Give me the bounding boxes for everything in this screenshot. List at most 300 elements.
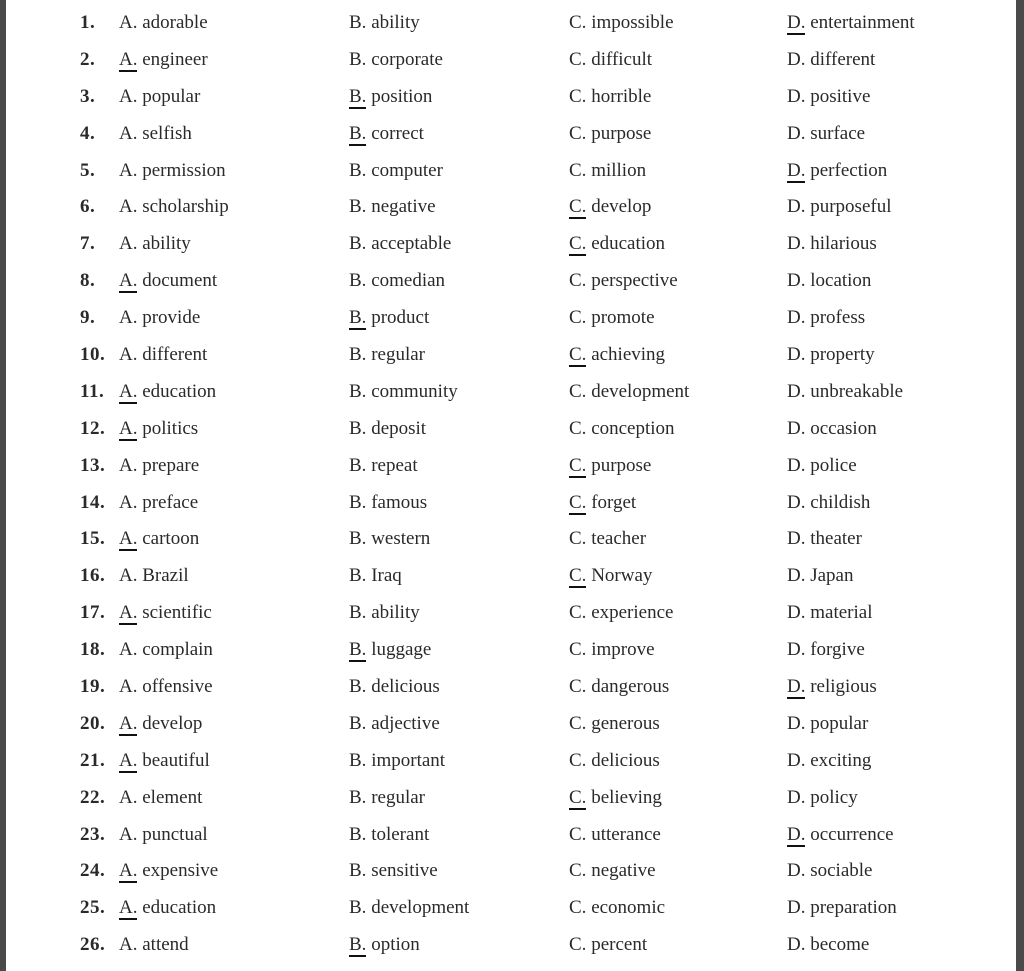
- option-letter: C.: [569, 122, 587, 144]
- option-word: Iraq: [371, 565, 402, 587]
- option-a: [119, 558, 189, 595]
- option-letter: D.: [787, 233, 806, 255]
- option-word: scholarship: [142, 196, 229, 218]
- selected-answer-letter: A.: [119, 860, 138, 882]
- option-letter: C.: [569, 159, 587, 181]
- question-number: 3.: [80, 85, 96, 107]
- option-letter: C.: [569, 85, 587, 107]
- option-letter: B.: [349, 159, 367, 181]
- option-word: occasion: [810, 417, 877, 439]
- option-word: education: [142, 897, 217, 919]
- question-number: 22.: [80, 786, 106, 808]
- selected-answer-letter: A.: [119, 528, 138, 550]
- option-word: tolerant: [371, 823, 430, 845]
- option-a: [119, 817, 208, 854]
- option-b: [349, 817, 429, 854]
- option-d: [787, 669, 877, 706]
- option-letter: C.: [569, 270, 587, 292]
- option-word: positive: [810, 85, 871, 107]
- selected-answer-letter: B.: [349, 122, 367, 144]
- option-b: [349, 853, 438, 890]
- option-d: [787, 153, 887, 190]
- question-row: [6, 263, 1016, 300]
- option-c: [569, 448, 651, 485]
- option-a: [119, 79, 200, 116]
- selected-answer-letter: D.: [787, 12, 806, 33]
- question-number: 23.: [80, 823, 106, 845]
- selected-answer-letter: C.: [569, 344, 587, 366]
- option-b: [349, 780, 425, 817]
- option-letter: D.: [787, 196, 806, 218]
- option-letter: D.: [787, 122, 806, 144]
- question-number: 18.: [80, 639, 106, 661]
- option-word: position: [371, 85, 433, 107]
- selected-answer-letter: A.: [119, 417, 138, 439]
- option-d: [787, 890, 897, 927]
- question-row: [6, 116, 1016, 153]
- option-word: delicious: [371, 676, 440, 698]
- option-letter: B.: [349, 749, 367, 771]
- option-word: hilarious: [810, 233, 877, 255]
- option-b: [349, 411, 426, 448]
- option-letter: A.: [119, 639, 138, 661]
- option-letter: B.: [349, 786, 367, 808]
- option-letter: B.: [349, 712, 367, 734]
- question-row: [6, 300, 1016, 337]
- option-word: economic: [591, 897, 666, 919]
- question-row: [6, 669, 1016, 706]
- question-number: 11.: [80, 380, 105, 402]
- option-word: regular: [371, 344, 425, 366]
- question-number: 20.: [80, 712, 106, 734]
- option-word: promote: [591, 307, 655, 329]
- question-number: 15.: [80, 528, 106, 550]
- option-letter: C.: [569, 48, 587, 70]
- option-letter: D.: [787, 491, 806, 513]
- question-number: 13.: [80, 454, 106, 476]
- option-letter: C.: [569, 639, 587, 661]
- option-word: impossible: [591, 12, 674, 33]
- option-b: [349, 189, 436, 226]
- question-row: [6, 42, 1016, 79]
- option-word: regular: [371, 786, 425, 808]
- option-word: adjective: [371, 712, 440, 734]
- option-b: [349, 927, 420, 964]
- option-b: [349, 890, 469, 927]
- option-c: [569, 226, 665, 263]
- option-letter: C.: [569, 12, 587, 33]
- worksheet-page: [6, 0, 1016, 971]
- option-word: education: [142, 380, 217, 402]
- option-letter: C.: [569, 823, 587, 845]
- option-word: correct: [371, 122, 424, 144]
- question-row: [6, 189, 1016, 226]
- option-word: entertainment: [810, 12, 915, 33]
- option-word: purpose: [591, 454, 652, 476]
- option-letter: D.: [787, 528, 806, 550]
- option-letter: B.: [349, 528, 367, 550]
- option-c: [569, 521, 646, 558]
- option-d: [787, 226, 877, 263]
- option-c: [569, 116, 651, 153]
- option-a: [119, 890, 216, 927]
- selected-answer-letter: C.: [569, 196, 587, 218]
- option-c: [569, 632, 655, 669]
- option-c: [569, 337, 665, 374]
- question-number: 9.: [80, 307, 96, 329]
- option-c: [569, 42, 652, 79]
- option-letter: A.: [119, 786, 138, 808]
- option-word: repeat: [371, 454, 418, 476]
- option-word: policy: [810, 786, 858, 808]
- option-d: [787, 595, 872, 632]
- option-word: dangerous: [591, 676, 670, 698]
- option-c: [569, 411, 675, 448]
- option-word: police: [810, 454, 857, 476]
- option-letter: A.: [119, 307, 138, 329]
- option-word: develop: [591, 196, 652, 218]
- option-word: unbreakable: [810, 380, 904, 402]
- question-number: 6.: [80, 196, 96, 218]
- option-d: [787, 448, 857, 485]
- option-word: purposeful: [810, 196, 892, 218]
- option-letter: B.: [349, 565, 367, 587]
- option-word: material: [810, 602, 873, 624]
- option-d: [787, 780, 858, 817]
- option-word: forget: [591, 491, 637, 513]
- option-word: perspective: [591, 270, 678, 292]
- option-word: Japan: [810, 565, 854, 587]
- option-d: [787, 632, 865, 669]
- option-letter: D.: [787, 602, 806, 624]
- question-number: 26.: [80, 934, 106, 956]
- question-number: 24.: [80, 860, 106, 882]
- option-word: perfection: [810, 159, 888, 181]
- option-d: [787, 558, 854, 595]
- option-letter: A.: [119, 823, 138, 845]
- option-letter: B.: [349, 270, 367, 292]
- option-a: [119, 42, 208, 79]
- option-word: preface: [142, 491, 199, 513]
- option-letter: D.: [787, 380, 806, 402]
- option-d: [787, 79, 870, 116]
- option-letter: A.: [119, 934, 138, 956]
- question-row: [6, 411, 1016, 448]
- option-word: utterance: [591, 823, 661, 845]
- selected-answer-letter: B.: [349, 307, 367, 329]
- option-a: [119, 411, 198, 448]
- option-d: [787, 521, 862, 558]
- option-word: popular: [142, 85, 201, 107]
- option-word: provide: [142, 307, 201, 329]
- question-row: [6, 79, 1016, 116]
- option-word: property: [810, 344, 875, 366]
- option-a: [119, 337, 207, 374]
- option-word: Norway: [591, 565, 653, 587]
- option-word: education: [591, 233, 666, 255]
- selected-answer-letter: D.: [787, 676, 806, 698]
- option-letter: A.: [119, 233, 138, 255]
- option-letter: C.: [569, 602, 587, 624]
- question-row: [6, 226, 1016, 263]
- option-word: ability: [142, 233, 191, 255]
- selected-answer-letter: D.: [787, 159, 806, 181]
- option-word: selfish: [142, 122, 192, 144]
- option-letter: B.: [349, 380, 367, 402]
- option-a: [119, 263, 217, 300]
- option-d: [787, 189, 892, 226]
- option-letter: B.: [349, 233, 367, 255]
- option-word: adorable: [142, 12, 208, 33]
- question-row: [6, 337, 1016, 374]
- option-word: believing: [591, 786, 662, 808]
- option-letter: C.: [569, 417, 587, 439]
- question-number: 17.: [80, 602, 106, 624]
- option-word: ability: [371, 12, 420, 33]
- option-word: Brazil: [142, 565, 189, 587]
- selected-answer-letter: C.: [569, 565, 587, 587]
- option-word: politics: [142, 417, 199, 439]
- option-word: occurrence: [810, 823, 894, 845]
- option-letter: C.: [569, 934, 587, 956]
- option-b: [349, 558, 402, 595]
- selected-answer-letter: D.: [787, 823, 806, 845]
- option-letter: A.: [119, 12, 138, 33]
- option-c: [569, 374, 689, 411]
- option-c: [569, 706, 660, 743]
- option-d: [787, 337, 875, 374]
- option-letter: D.: [787, 454, 806, 476]
- option-d: [787, 411, 877, 448]
- option-word: popular: [810, 712, 869, 734]
- option-letter: A.: [119, 565, 138, 587]
- question-row: [6, 706, 1016, 743]
- question-number: 25.: [80, 897, 106, 919]
- option-word: different: [810, 48, 876, 70]
- option-letter: D.: [787, 786, 806, 808]
- option-letter: C.: [569, 860, 587, 882]
- option-letter: D.: [787, 48, 806, 70]
- option-c: [569, 743, 660, 780]
- option-word: become: [810, 934, 870, 956]
- option-d: [787, 706, 868, 743]
- option-letter: C.: [569, 676, 587, 698]
- option-c: [569, 817, 661, 854]
- option-letter: A.: [119, 454, 138, 476]
- option-letter: D.: [787, 307, 806, 329]
- option-word: percent: [591, 934, 648, 956]
- question-row: [6, 780, 1016, 817]
- option-letter: B.: [349, 676, 367, 698]
- option-c: [569, 853, 656, 890]
- option-letter: B.: [349, 491, 367, 513]
- option-letter: D.: [787, 749, 806, 771]
- selected-answer-letter: C.: [569, 491, 587, 513]
- option-d: [787, 485, 870, 522]
- question-number: 14.: [80, 491, 106, 513]
- option-c: [569, 927, 647, 964]
- selected-answer-letter: C.: [569, 454, 587, 476]
- option-c: [569, 780, 662, 817]
- option-b: [349, 116, 424, 153]
- option-d: [787, 300, 865, 337]
- option-a: [119, 226, 191, 263]
- option-letter: A.: [119, 159, 138, 181]
- option-word: different: [142, 344, 208, 366]
- option-b: [349, 706, 440, 743]
- option-word: complain: [142, 639, 213, 661]
- option-word: cartoon: [142, 528, 200, 550]
- option-a: [119, 189, 229, 226]
- option-word: document: [142, 270, 218, 292]
- option-word: preparation: [810, 897, 897, 919]
- option-d: [787, 743, 871, 780]
- option-letter: B.: [349, 417, 367, 439]
- option-b: [349, 374, 458, 411]
- option-word: ability: [371, 602, 420, 624]
- option-word: location: [810, 270, 872, 292]
- selected-answer-letter: A.: [119, 48, 138, 70]
- option-letter: B.: [349, 196, 367, 218]
- option-a: [119, 153, 226, 190]
- option-a: [119, 595, 212, 632]
- option-word: scientific: [142, 602, 212, 624]
- selected-answer-letter: B.: [349, 85, 367, 107]
- option-letter: B.: [349, 860, 367, 882]
- option-letter: D.: [787, 860, 806, 882]
- question-number: 19.: [80, 676, 106, 698]
- option-letter: B.: [349, 602, 367, 624]
- option-a: [119, 853, 218, 890]
- option-word: exciting: [810, 749, 872, 771]
- question-number: 2.: [80, 48, 96, 70]
- question-row: [6, 817, 1016, 854]
- option-word: difficult: [591, 48, 653, 70]
- option-word: sensitive: [371, 860, 438, 882]
- option-b: [349, 669, 440, 706]
- question-row: [6, 153, 1016, 190]
- option-word: purpose: [591, 122, 652, 144]
- question-row: [6, 890, 1016, 927]
- option-b: [349, 79, 432, 116]
- option-word: surface: [810, 122, 866, 144]
- option-b: [349, 226, 451, 263]
- option-a: [119, 780, 202, 817]
- option-c: [569, 263, 678, 300]
- option-word: teacher: [591, 528, 647, 550]
- option-word: comedian: [371, 270, 446, 292]
- question-row: [6, 743, 1016, 780]
- option-b: [349, 300, 429, 337]
- option-letter: B.: [349, 48, 367, 70]
- selected-answer-letter: A.: [119, 712, 138, 734]
- option-word: deposit: [371, 417, 427, 439]
- option-word: delicious: [591, 749, 660, 771]
- option-word: acceptable: [371, 233, 452, 255]
- option-c: [569, 153, 646, 190]
- option-word: experience: [591, 602, 674, 624]
- option-a: [119, 485, 198, 522]
- option-letter: C.: [569, 528, 587, 550]
- option-word: achieving: [591, 344, 666, 366]
- option-b: [349, 153, 443, 190]
- question-number: 1.: [80, 12, 96, 33]
- selected-answer-letter: C.: [569, 233, 587, 255]
- option-letter: D.: [787, 417, 806, 439]
- option-letter: C.: [569, 749, 587, 771]
- question-number: 21.: [80, 749, 106, 771]
- option-word: element: [142, 786, 203, 808]
- option-letter: B.: [349, 454, 367, 476]
- option-d: [787, 42, 875, 79]
- option-word: community: [371, 380, 458, 402]
- option-a: [119, 669, 213, 706]
- question-number: 10.: [80, 344, 106, 366]
- question-number: 4.: [80, 122, 96, 144]
- option-letter: D.: [787, 565, 806, 587]
- selected-answer-letter: B.: [349, 934, 367, 956]
- option-c: [569, 485, 636, 522]
- option-a: [119, 5, 208, 42]
- option-d: [787, 374, 903, 411]
- selected-answer-letter: A.: [119, 380, 138, 402]
- option-letter: C.: [569, 307, 587, 329]
- question-number: 12.: [80, 417, 106, 439]
- option-c: [569, 669, 669, 706]
- option-a: [119, 448, 199, 485]
- option-c: [569, 5, 674, 42]
- option-word: develop: [142, 712, 203, 734]
- option-a: [119, 743, 210, 780]
- option-c: [569, 890, 665, 927]
- option-word: engineer: [142, 48, 208, 70]
- option-letter: A.: [119, 122, 138, 144]
- option-word: religious: [810, 676, 877, 698]
- option-b: [349, 521, 430, 558]
- option-c: [569, 300, 655, 337]
- option-word: corporate: [371, 48, 443, 70]
- option-a: [119, 374, 216, 411]
- option-word: option: [371, 934, 420, 956]
- option-a: [119, 632, 213, 669]
- option-word: attend: [142, 934, 189, 956]
- option-d: [787, 116, 865, 153]
- option-word: punctual: [142, 823, 208, 845]
- option-letter: A.: [119, 344, 138, 366]
- selected-answer-letter: A.: [119, 270, 138, 292]
- option-word: beautiful: [142, 749, 210, 771]
- option-word: luggage: [371, 639, 432, 661]
- option-d: [787, 817, 894, 854]
- option-letter: D.: [787, 934, 806, 956]
- option-word: permission: [142, 159, 226, 181]
- question-list: [6, 5, 1016, 964]
- option-word: sociable: [810, 860, 873, 882]
- option-b: [349, 743, 445, 780]
- option-word: western: [371, 528, 431, 550]
- option-b: [349, 337, 425, 374]
- option-word: theater: [810, 528, 862, 550]
- option-letter: B.: [349, 12, 367, 33]
- option-letter: D.: [787, 712, 806, 734]
- question-row: [6, 632, 1016, 669]
- option-letter: D.: [787, 639, 806, 661]
- option-d: [787, 263, 871, 300]
- option-word: important: [371, 749, 446, 771]
- option-word: profess: [810, 307, 866, 329]
- option-a: [119, 300, 200, 337]
- option-word: generous: [591, 712, 660, 734]
